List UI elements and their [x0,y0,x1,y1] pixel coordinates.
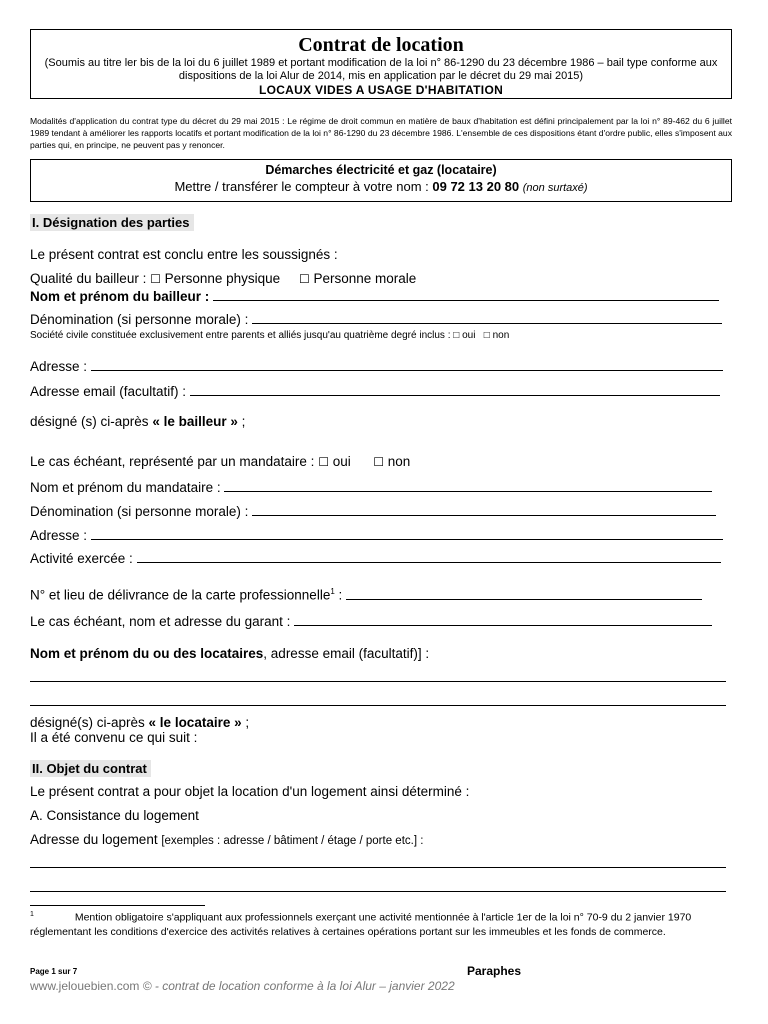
locataires-label-bold: Nom et prénom du ou des locataires [30,646,264,661]
designe-bailleur-row [30,413,245,430]
garant-row [30,613,712,630]
page-number: Page 1 sur 7 [30,967,78,976]
checkbox-mandataire-non[interactable]: ☐ [373,455,385,469]
footer-site-url[interactable]: www.jelouebien.com [30,979,140,993]
paraphes-label: Paraphes [467,964,522,978]
checkbox-societe-oui[interactable]: □ [453,330,460,341]
document-title: Contrat de location [298,34,464,56]
section-2-title: II. Objet du contrat [30,760,151,777]
carte-pro-field[interactable] [346,588,702,600]
section-1-title: I. Désignation des parties [30,214,194,231]
energy-box [30,159,732,202]
checkbox-personne-morale[interactable]: ☐ [298,272,310,286]
designe-locataire-term: « le locataire » [148,715,242,730]
adresse-mandataire-field[interactable] [91,528,723,540]
garant-label: Le cas échéant, nom et adresse du garant : [30,614,295,629]
convenu-line: Il a été convenu ce qui suit : [30,730,198,745]
locataires-label-rest: , adresse email (facultatif)] : [263,646,430,661]
designe-bailleur-term: « le bailleur » [152,414,238,429]
opt-personne-physique: Personne physique [164,271,281,286]
denomination-bailleur-field[interactable] [252,312,722,324]
energy-phone[interactable]: 09 72 13 20 80 [432,179,520,194]
carte-pro-row [30,583,702,604]
qualite-label: Qualité du bailleur : [30,271,151,286]
consistance-heading: A. Consistance du logement [30,808,199,823]
email-bailleur-label: Adresse email (facultatif) : [30,384,190,399]
locataires-row [30,645,429,662]
carte-pro-label: N° et lieu de délivrance de la carte professionnelle [30,587,331,603]
footer-copyright: © - contrat de location conforme à la loi Alur – janvier 2022 [139,979,455,993]
mandataire-non-label: non [387,454,411,469]
adresse-logement-label: Adresse du logement [30,832,162,847]
mandataire-row [30,453,410,471]
designe-bailleur-pre: désigné (s) ci-après [30,414,153,429]
nom-bailleur-field[interactable] [213,289,719,301]
activite-label: Activité exercée : [30,551,137,566]
opt-personne-morale: Personne morale [313,271,417,286]
denomination-bailleur-label: Dénomination (si personne morale) : [30,312,253,327]
adresse-mandataire-row [30,527,723,544]
adresse-bailleur-label: Adresse : [30,359,91,374]
adresse-logement-field-1[interactable] [30,867,726,868]
nom-mandataire-row [30,479,712,496]
locataires-field-1[interactable] [30,681,726,682]
garant-field[interactable] [294,614,712,626]
denomination-mandataire-row [30,503,716,520]
adresse-mandataire-label: Adresse : [30,528,91,543]
footnote-number: 1 [30,911,34,918]
footnote-separator [30,905,205,906]
energy-note: (non surtaxé) [522,182,588,194]
email-bailleur-field[interactable] [190,384,720,396]
footnote-ref: 1 [330,587,335,596]
document-subtitle: (Soumis au titre ler bis de la loi du 6 juillet 1989 et portant modification de la loi n° 86-1290 du 23 décembre 1986 – bail type conforme aux dispositions de la loi Alur de 2014, mis en application par le décret du 29 mai 2015) [44,57,718,82]
adresse-logement-field-2[interactable] [30,891,726,892]
designe-locataire-pre: désigné(s) ci-après [30,715,149,730]
nom-mandataire-field[interactable] [224,480,712,492]
checkbox-societe-non[interactable]: □ [483,330,490,341]
nom-bailleur-label: Nom et prénom du bailleur : [30,289,214,304]
energy-text: Mettre / transférer le compteur à votre nom : [174,179,433,194]
intro-paragraph: Modalités d'application du contrat type du décret du 29 mai 2015 : Le régime de droit commun en matière de baux d'habitation est défini principalement par la loi n° 89-462 du 6 juillet 1989 tendant à améliorer les rapports locatifs et portant modification de la loi n° 86-1290 du 23 décembre 1986. L'ensemble de ces dispositions étant d'ordre public, elles s'imposent aux parties qui, en principe, ne peuvent pas y renoncer. [30,116,733,150]
energy-title: Démarches électricité et gaz (locataire) [265,163,497,177]
denomination-mandataire-field[interactable] [252,504,716,516]
footnote [30,908,732,939]
societe-civile-row [30,329,509,342]
parties-intro: Le présent contrat est conclu entre les soussignés : [30,247,338,262]
carte-pro-colon: : [334,587,347,603]
locataires-field-2[interactable] [30,705,726,706]
activite-row [30,550,721,567]
document-type: LOCAUX VIDES A USAGE D'HABITATION [258,83,504,97]
footnote-text: Mention obligatoire s'appliquant aux professionnels exerçant une activité mentionnée à l'article 1er de la loi n° 70-9 du 2 janvier 1970 réglementant les conditions d'exercice des activités relatives à certaines opérations portant sur les immeubles et les fonds de commerce. [30,911,692,938]
header-box [30,29,732,99]
mandataire-oui-label: oui [332,454,351,469]
nom-bailleur-row [30,288,719,305]
mandataire-label: Le cas échéant, représenté par un mandataire : [30,454,319,469]
nom-mandataire-label: Nom et prénom du mandataire : [30,480,225,495]
energy-line [31,178,731,197]
designe-locataire-post: ; [241,715,250,730]
societe-non-label: non [492,330,510,341]
denomination-bailleur-row [30,311,722,328]
societe-oui-label: oui [462,330,476,341]
qualite-bailleur-row [30,270,416,288]
email-bailleur-row [30,383,720,400]
objet-intro: Le présent contrat a pour objet la location d'un logement ainsi déterminé : [30,784,470,799]
adresse-logement-exemples: [exemples : adresse / bâtiment / étage / porte etc.] : [161,835,424,847]
checkbox-mandataire-oui[interactable]: ☐ [318,455,329,469]
adresse-logement-row [30,831,423,850]
denomination-mandataire-label: Dénomination (si personne morale) : [30,504,253,519]
adresse-bailleur-field[interactable] [91,359,723,371]
checkbox-personne-physique[interactable]: ☐ [150,272,161,286]
activite-field[interactable] [137,551,721,563]
designe-bailleur-post: ; [237,414,246,429]
adresse-bailleur-row [30,358,723,375]
societe-civile-label: Société civile constituée exclusivement entre parents et alliés jusqu'au quatrième degré inclus : [30,330,454,341]
footer-site [30,979,455,993]
